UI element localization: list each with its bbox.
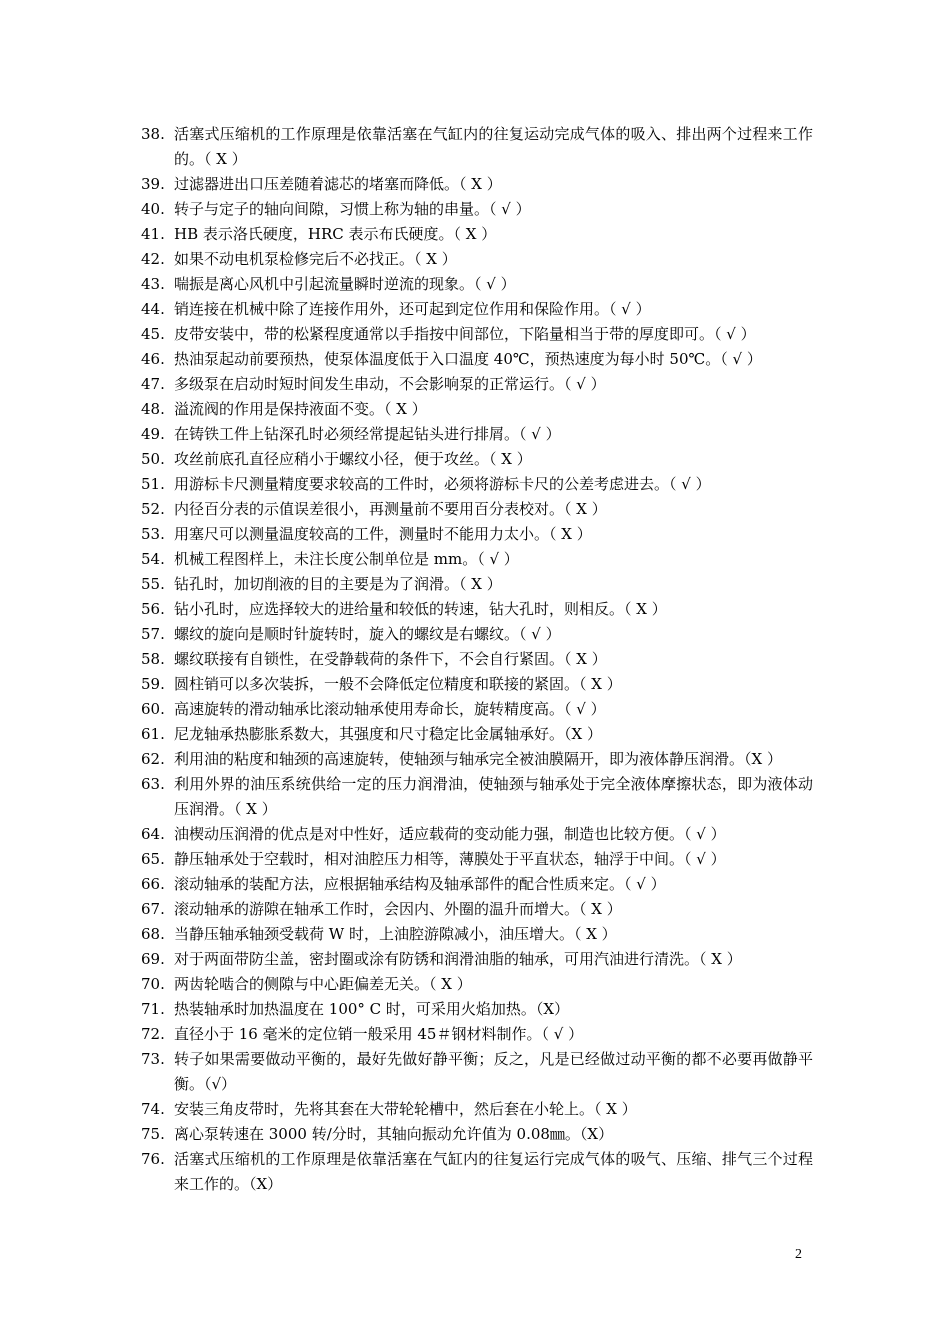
item-text: 对于两面带防尘盖，密封圈或涂有防锈和润滑油脂的轴承，可用汽油进行清洗。（ X ） (174, 950, 742, 968)
item-text: 热装轴承时加热温度在 100° C 时，可采用火焰加热。（X） (174, 1000, 570, 1018)
item-number: 40. (141, 200, 165, 218)
list-item (141, 172, 813, 197)
item-number: 41. (141, 225, 165, 243)
item-number: 42. (141, 250, 165, 268)
list-item (141, 1097, 813, 1122)
item-number: 49. (141, 425, 165, 443)
item-number: 75. (141, 1125, 165, 1143)
item-number: 47. (141, 375, 165, 393)
list-item (141, 447, 813, 472)
item-number: 74. (141, 1100, 165, 1118)
list-item (141, 947, 813, 972)
item-text: 用游标卡尺测量精度要求较高的工件时，必须将游标卡尺的公差考虑进去。（ √ ） (174, 475, 711, 493)
question-list (141, 122, 813, 1197)
item-number: 61. (141, 725, 165, 743)
list-item (141, 522, 813, 547)
item-number: 55. (141, 575, 165, 593)
item-number: 46. (141, 350, 165, 368)
list-item (141, 647, 813, 672)
item-text: 安装三角皮带时，先将其套在大带轮轮槽中，然后套在小轮上。（ X ） (174, 1100, 637, 1118)
item-text: 尼龙轴承热膨胀系数大，其强度和尺寸稳定比金属轴承好。（X ） (174, 725, 602, 743)
item-text: 滚动轴承的装配方法，应根据轴承结构及轴承部件的配合性质来定。（ √ ） (174, 875, 666, 893)
list-item (141, 197, 813, 222)
item-text: 活塞式压缩机的工作原理是依靠活塞在气缸内的往复运行完成气体的吸气、压缩、排气三个过程来工作的。（X） (174, 1150, 813, 1193)
list-item (141, 422, 813, 447)
list-item (141, 1122, 813, 1147)
list-item (141, 597, 813, 622)
item-text: 转子与定子的轴向间隙，习惯上称为轴的串量。（ √ ） (174, 200, 531, 218)
item-text: 两齿轮啮合的侧隙与中心距偏差无关。（ X ） (174, 975, 472, 993)
item-text: HB 表示洛氏硬度，HRC 表示布氏硬度。（ X ） (174, 225, 497, 243)
item-number: 59. (141, 675, 165, 693)
item-text: 喘振是离心风机中引起流量瞬时逆流的现象。（ √ ） (174, 275, 516, 293)
item-text: 活塞式压缩机的工作原理是依靠活塞在气缸内的往复运动完成气体的吸入、排出两个过程来工作的。（ X ） (174, 125, 813, 168)
item-text: 螺纹联接有自锁性，在受静载荷的条件下，不会自行紧固。（ X ） (174, 650, 607, 668)
item-number: 63. (141, 775, 165, 793)
item-number: 58. (141, 650, 165, 668)
list-item (141, 972, 813, 997)
list-item (141, 497, 813, 522)
list-item (141, 322, 813, 347)
list-item (141, 697, 813, 722)
list-item (141, 1147, 813, 1197)
list-item (141, 547, 813, 572)
list-item (141, 622, 813, 647)
item-text: 攻丝前底孔直径应稍小于螺纹小径，便于攻丝。（ X ） (174, 450, 532, 468)
list-item (141, 997, 813, 1022)
item-text: 利用油的粘度和轴颈的高速旋转，使轴颈与轴承完全被油膜隔开，即为液体静压润滑。（X ） (174, 750, 782, 768)
item-text: 螺纹的旋向是顺时针旋转时，旋入的螺纹是右螺纹。（ √ ） (174, 625, 561, 643)
item-number: 76. (141, 1150, 165, 1168)
item-number: 50. (141, 450, 165, 468)
item-number: 65. (141, 850, 165, 868)
item-number: 53. (141, 525, 165, 543)
list-item (141, 222, 813, 247)
list-item (141, 672, 813, 697)
item-number: 70. (141, 975, 165, 993)
list-item (141, 347, 813, 372)
list-item (141, 747, 813, 772)
item-number: 39. (141, 175, 165, 193)
item-text: 用塞尺可以测量温度较高的工件，测量时不能用力太小。（ X ） (174, 525, 592, 543)
list-item (141, 847, 813, 872)
item-number: 45. (141, 325, 165, 343)
item-number: 38. (141, 125, 165, 143)
item-number: 67. (141, 900, 165, 918)
item-text: 滚动轴承的游隙在轴承工作时，会因内、外圈的温升而增大。（ X ） (174, 900, 622, 918)
item-text: 溢流阀的作用是保持液面不变。（ X ） (174, 400, 427, 418)
list-item (141, 572, 813, 597)
item-text: 油楔动压润滑的优点是对中性好，适应载荷的变动能力强，制造也比较方便。（ √ ） (174, 825, 726, 843)
item-number: 57. (141, 625, 165, 643)
list-item (141, 722, 813, 747)
list-item (141, 397, 813, 422)
item-text: 转子如果需要做动平衡的，最好先做好静平衡；反之，凡是已经做过动平衡的都不必要再做静平衡。（√） (174, 1050, 813, 1093)
item-number: 72. (141, 1025, 165, 1043)
item-text: 直径小于 16 毫米的定位销一般采用 45＃钢材料制作。（ √ ） (174, 1025, 584, 1043)
item-text: 静压轴承处于空载时，相对油腔压力相等，薄膜处于平直状态，轴浮于中间。（ √ ） (174, 850, 726, 868)
list-item (141, 372, 813, 397)
item-text: 机械工程图样上，未注长度公制单位是 mm。（ √ ） (174, 550, 519, 568)
item-text: 离心泵转速在 3000 转/分时，其轴向振动允许值为 0.08㎜。（X） (174, 1125, 614, 1143)
list-item (141, 272, 813, 297)
item-text: 当静压轴承轴颈受载荷 W 时，上油腔游隙减小，油压增大。（ X ） (174, 925, 617, 943)
item-number: 52. (141, 500, 165, 518)
item-text: 钻孔时，加切削液的目的主要是为了润滑。（ X ） (174, 575, 502, 593)
item-text: 内径百分表的示值误差很小，再测量前不要用百分表校对。（ X ） (174, 500, 607, 518)
item-number: 51. (141, 475, 165, 493)
list-item (141, 822, 813, 847)
item-number: 66. (141, 875, 165, 893)
item-text: 钻小孔时，应选择较大的进给量和较低的转速，钻大孔时，则相反。（ X ） (174, 600, 667, 618)
item-number: 73. (141, 1050, 165, 1068)
item-text: 皮带安装中，带的松紧程度通常以手指按中间部位，下陷量相当于带的厚度即可。（ √ ） (174, 325, 756, 343)
list-item (141, 122, 813, 172)
page-number: 2 (795, 1247, 802, 1262)
item-number: 56. (141, 600, 165, 618)
item-number: 64. (141, 825, 165, 843)
item-text: 热油泵起动前要预热，使泵体温度低于入口温度 40℃，预热速度为每小时 50℃。（ √ ） (174, 350, 762, 368)
item-number: 71. (141, 1000, 165, 1018)
item-text: 多级泵在启动时短时间发生串动，不会影响泵的正常运行。（ √ ） (174, 375, 606, 393)
item-text: 在铸铁工件上钻深孔时必须经常提起钻头进行排屑。（ √ ） (174, 425, 561, 443)
item-number: 60. (141, 700, 165, 718)
item-number: 69. (141, 950, 165, 968)
list-item (141, 897, 813, 922)
list-item (141, 472, 813, 497)
item-text: 圆柱销可以多次装拆，一般不会降低定位精度和联接的紧固。（ X ） (174, 675, 622, 693)
item-text: 利用外界的油压系统供给一定的压力润滑油，使轴颈与轴承处于完全液体摩擦状态，即为液体动压润滑。（ X ） (174, 775, 813, 818)
list-item (141, 772, 813, 822)
list-item (141, 872, 813, 897)
item-text: 如果不动电机泵检修完后不必找正。（ X ） (174, 250, 457, 268)
item-text: 过滤器进出口压差随着滤芯的堵塞而降低。（ X ） (174, 175, 502, 193)
item-text: 高速旋转的滑动轴承比滚动轴承使用寿命长，旋转精度高。（ √ ） (174, 700, 606, 718)
list-item (141, 1022, 813, 1047)
list-item (141, 297, 813, 322)
item-text: 销连接在机械中除了连接作用外，还可起到定位作用和保险作用。（ √ ） (174, 300, 651, 318)
list-item (141, 922, 813, 947)
item-number: 62. (141, 750, 165, 768)
item-number: 44. (141, 300, 165, 318)
item-number: 43. (141, 275, 165, 293)
item-number: 68. (141, 925, 165, 943)
item-number: 48. (141, 400, 165, 418)
list-item (141, 1047, 813, 1097)
item-number: 54. (141, 550, 165, 568)
list-item (141, 247, 813, 272)
